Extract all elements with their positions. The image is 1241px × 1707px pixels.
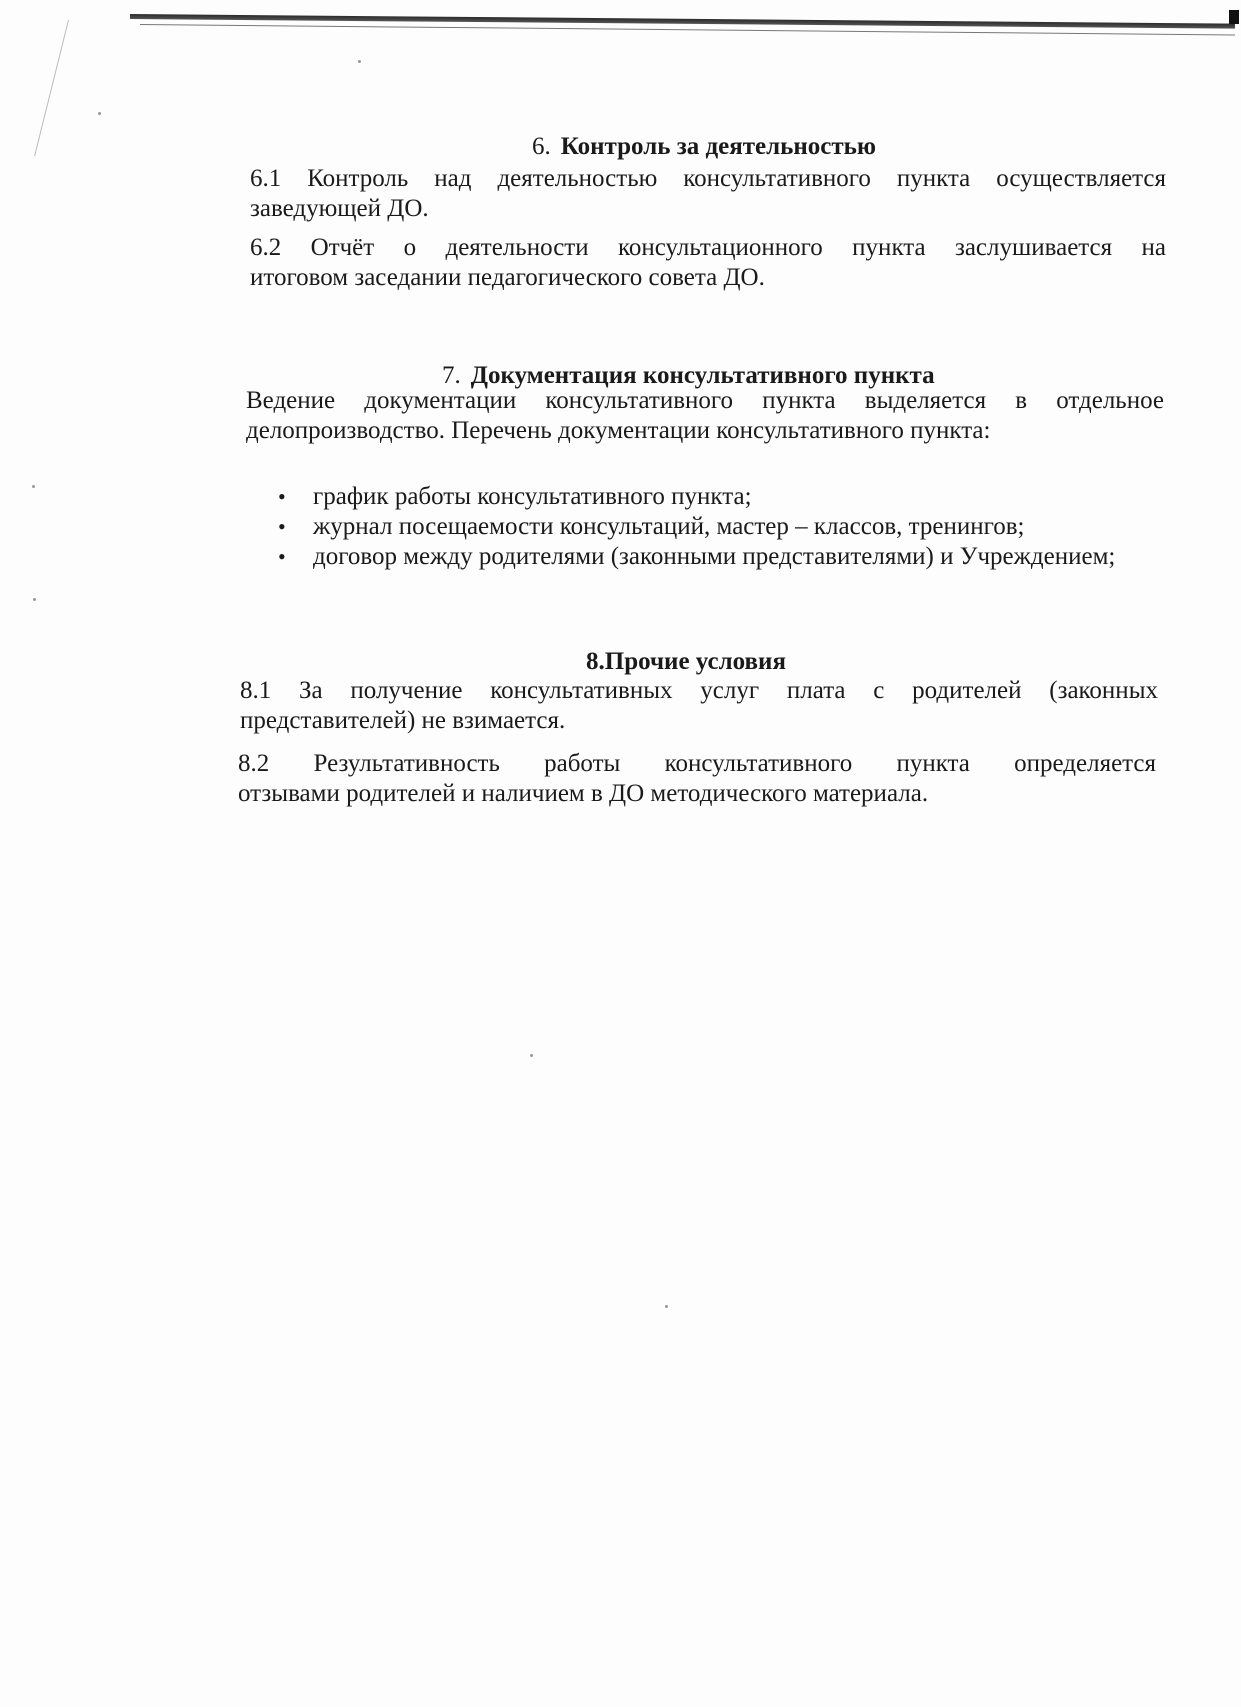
scan-corner-mark — [1229, 10, 1239, 24]
paragraph-6-1-line-1: 6.1 Контроль над деятельностью консультативного пункта осуществляется — [250, 165, 1166, 192]
scan-speck — [32, 485, 35, 488]
list-item — [278, 542, 1160, 572]
scan-speck — [358, 60, 361, 63]
paragraph-6-1 — [250, 164, 1166, 224]
list-item-text: журнал посещаемости консультаций, мастер – классов, тренингов; — [313, 513, 1025, 540]
scan-speck — [665, 1305, 668, 1308]
section-6-title: Контроль за деятельностью — [560, 133, 876, 160]
list-item-text: график работы консультативного пункта; — [313, 483, 752, 510]
section-6-number: 6. — [532, 133, 551, 160]
paragraph-8-1 — [240, 676, 1158, 736]
bullet-icon: • — [278, 544, 286, 569]
scan-speck — [530, 1054, 533, 1057]
scan-speck — [98, 112, 101, 115]
paragraph-6-2-line-1: 6.2 Отчёт о деятельности консультационного пункта заслушивается на — [250, 234, 1166, 261]
paragraph-6-1-line-2: заведующей ДО. — [250, 195, 429, 222]
section-7-title: Документация консультативного пункта — [470, 362, 935, 389]
paragraph-8-2 — [238, 749, 1156, 809]
paragraph-6-2-line-2: итоговом заседании педагогического совета ДО. — [250, 264, 765, 291]
paragraph-8-1-line-2: представителей) не взимается. — [240, 707, 566, 734]
paragraph-7-intro — [246, 386, 1164, 446]
documentation-list — [278, 482, 1160, 572]
paragraph-6-2 — [250, 233, 1166, 293]
paragraph-7-intro-line-1: Ведение документации консультативного пункта выделяется в отдельное — [246, 387, 1164, 414]
section-8-heading — [586, 648, 786, 676]
paragraph-8-2-line-1: 8.2 Результативность работы консультативного пункта определяется — [238, 750, 1156, 777]
paragraph-7-intro-line-2: делопроизводство. Перечень документации консультативного пункта: — [246, 417, 991, 444]
list-item — [278, 482, 1160, 512]
scan-speck — [33, 598, 36, 601]
section-6-heading — [532, 133, 876, 161]
list-item — [278, 512, 1160, 542]
paragraph-8-2-line-2: отзывами родителей и наличием в ДО методического материала. — [238, 780, 929, 807]
list-item-text: договор между родителями (законными представителями) и Учреждением; — [313, 543, 1116, 570]
paragraph-8-1-line-1: 8.1 За получение консультативных услуг плата с родителей (законных — [240, 677, 1158, 704]
section-7-number: 7. — [442, 362, 461, 389]
section-8-title: 8.Прочие условия — [586, 648, 786, 675]
bullet-icon: • — [278, 484, 286, 509]
scan-edge-line — [34, 20, 69, 156]
bullet-icon: • — [278, 514, 286, 539]
